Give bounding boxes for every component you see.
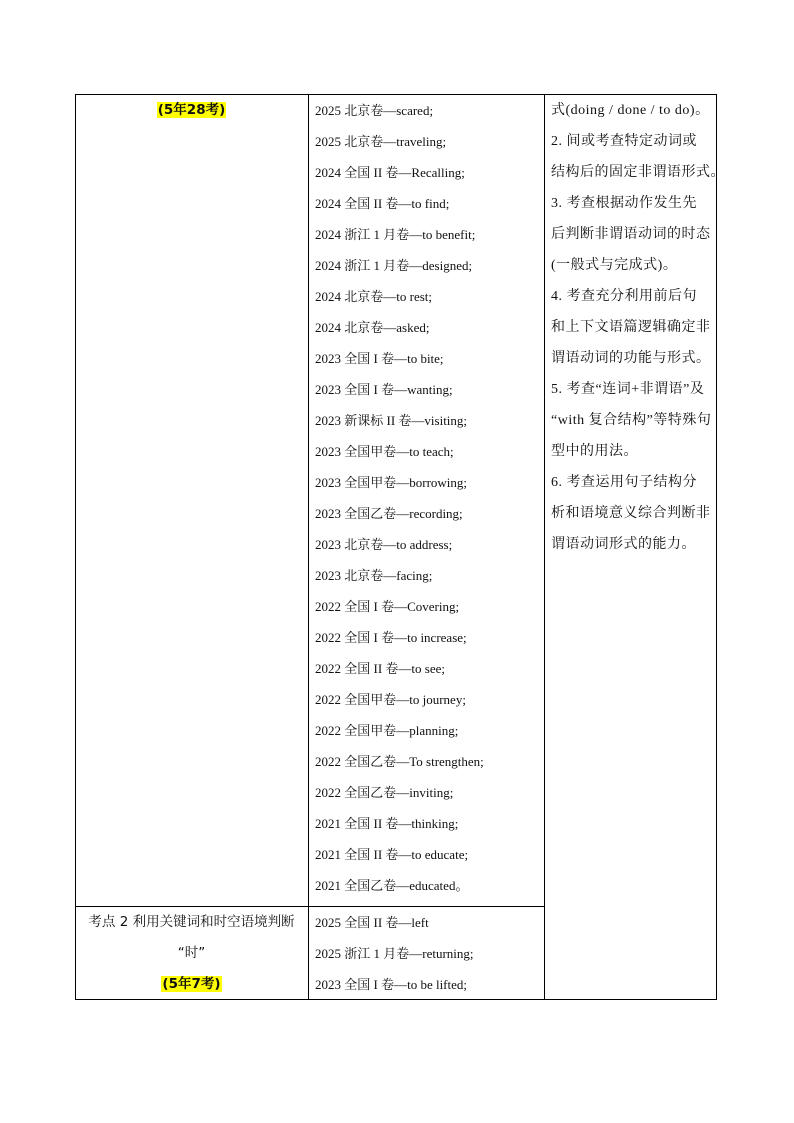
exam-focus-description-cell <box>544 95 725 560</box>
row1-exam-entry-20: 2022 全国甲卷—to journey; <box>315 692 466 707</box>
row2-exam-point-cell <box>75 907 308 1000</box>
row1-exam-entry-8: 2024 北京卷—asked; <box>315 320 430 335</box>
row1-exam-entry-26: 2021 全国乙卷—educated。 <box>315 878 469 893</box>
row1-exam-entry-5: 2024 浙江 1 月卷—to benefit; <box>315 227 476 242</box>
row1-exam-entry-21: 2022 全国甲卷—planning; <box>315 723 459 738</box>
focus-line-12: 型中的用法。 <box>551 444 638 459</box>
row1-exam-entry-7: 2024 北京卷—to rest; <box>315 289 432 304</box>
row1-exam-entry-14: 2023 全国乙卷—recording; <box>315 506 463 521</box>
exam-points-table <box>75 94 725 1000</box>
row1-exam-entry-25: 2021 全国 II 卷—to educate; <box>315 847 469 862</box>
row2-exam-entry-2: 2025 浙江 1 月卷—returning; <box>315 946 474 961</box>
row1-exam-entry-10: 2023 全国 I 卷—wanting; <box>315 382 453 397</box>
row1-exam-entry-17: 2022 全国 I 卷—Covering; <box>315 599 460 614</box>
focus-line-4: 3. 考查根据动作发生先 <box>551 196 697 211</box>
row1-exam-entry-3: 2024 全国 II 卷—Recalling; <box>315 165 465 180</box>
row1-exam-list-cell <box>308 95 544 901</box>
focus-line-13: 6. 考查运用句子结构分 <box>551 475 697 490</box>
focus-line-10: 5. 考查“连词+非谓语”及 <box>551 382 705 397</box>
row1-exam-entry-18: 2022 全国 I 卷—to increase; <box>315 630 467 645</box>
focus-line-1: 式(doing / done / to do)。 <box>551 103 710 118</box>
focus-line-9: 谓语动词的功能与形式。 <box>551 351 711 366</box>
focus-line-3: 结构后的固定非谓语形式。 <box>551 165 725 180</box>
row2-title-line1: 考点 2 利用关键词和时空语境判断 <box>88 914 295 930</box>
row1-exam-entry-24: 2021 全国 II 卷—thinking; <box>315 816 459 831</box>
focus-line-8: 和上下文语篇逻辑确定非 <box>551 320 711 335</box>
row1-exam-entry-13: 2023 全国甲卷—borrowing; <box>315 475 468 490</box>
row1-exam-entry-1: 2025 北京卷—scared; <box>315 103 434 118</box>
row1-exam-entry-2: 2025 北京卷—traveling; <box>315 134 447 149</box>
focus-line-6: (一般式与完成式)。 <box>551 258 678 273</box>
row1-exam-entry-23: 2022 全国乙卷—inviting; <box>315 785 454 800</box>
row2-count-highlight: (5年7考) <box>162 976 221 992</box>
row1-exam-entry-4: 2024 全国 II 卷—to find; <box>315 196 450 211</box>
row2-title-line2: “时” <box>177 945 206 961</box>
focus-line-2: 2. 间或考查特定动词或 <box>551 134 697 149</box>
row1-count-highlight: (5年28考) <box>157 102 226 118</box>
row1-exam-entry-19: 2022 全国 II 卷—to see; <box>315 661 445 676</box>
focus-line-5: 后判断非谓语动词的时态 <box>551 227 711 242</box>
row2-exam-list-cell <box>308 907 544 1000</box>
table-border-left <box>75 94 76 1000</box>
focus-line-14: 析和语境意义综合判断非 <box>551 506 711 521</box>
row1-exam-entry-16: 2023 北京卷—facing; <box>315 568 433 583</box>
row1-exam-entry-15: 2023 北京卷—to address; <box>315 537 453 552</box>
row1-exam-entry-11: 2023 新课标 II 卷—visiting; <box>315 413 468 428</box>
focus-line-11: “with 复合结构”等特殊句 <box>551 413 712 428</box>
row1-exam-entry-6: 2024 浙江 1 月卷—designed; <box>315 258 473 273</box>
focus-line-15: 谓语动词形式的能力。 <box>551 537 696 552</box>
focus-line-7: 4. 考查充分利用前后句 <box>551 289 697 304</box>
row1-exam-entry-22: 2022 全国乙卷—To strengthen; <box>315 754 484 769</box>
row2-exam-entry-3: 2023 全国 I 卷—to be lifted; <box>315 977 468 992</box>
row2-exam-entry-1: 2025 全国 II 卷—left <box>315 915 429 930</box>
row1-exam-entry-12: 2023 全国甲卷—to teach; <box>315 444 454 459</box>
row1-exam-entry-9: 2023 全国 I 卷—to bite; <box>315 351 444 366</box>
row1-exam-point-cell <box>75 95 308 126</box>
